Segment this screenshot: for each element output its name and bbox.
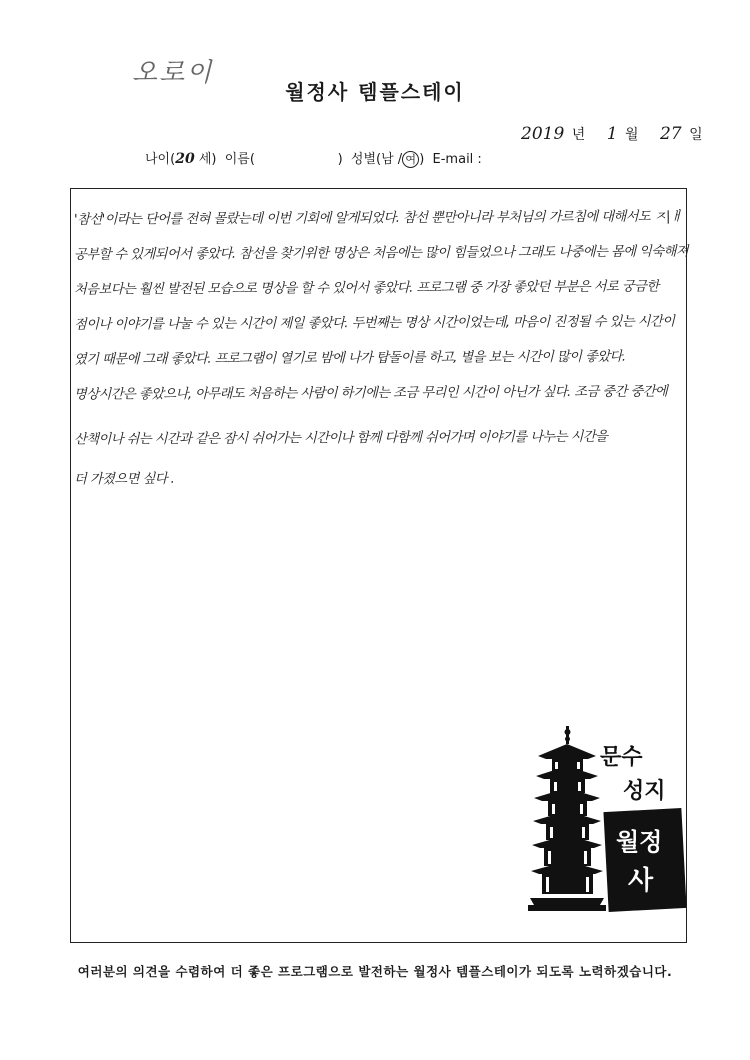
- page-title: 월정사 템플스테이: [285, 80, 465, 104]
- personal-info-row: [145, 148, 482, 168]
- age-value: 20: [175, 151, 195, 167]
- gender-close: ): [419, 152, 425, 167]
- woljeongsa-seal-stamp: [528, 722, 698, 917]
- date-day: 27: [659, 124, 682, 144]
- name-close: ): [337, 152, 343, 167]
- letter-line: 처음보다는 훨씬 발전된 모습으로 명상을 할 수 있어서 좋았다. 프로그램 중 가장 좋았던 부분은 서로 궁금한: [73, 279, 659, 298]
- name-label: 이름(: [224, 152, 255, 167]
- date-year: 2019: [521, 124, 565, 144]
- letter-line: '참선'이라는 단어를 전혀 몰랐는데 이번 기회에 알게되었다. 참선 뿐만아니라 부처님의 가르침에 대해서도 ㅈ|ㅐ: [73, 209, 683, 228]
- letter-line: 명상시간은 좋았으나, 아무래도 처음하는 사람이 하기에는 조금 무리인 시간이 아닌가 싶다. 조금 중간 중간에: [73, 384, 668, 403]
- date-month: 1: [606, 124, 618, 144]
- stamp-text-line1: 문수: [600, 744, 643, 770]
- handwritten-nickname: 오로이: [132, 58, 214, 88]
- letter-line: 더 가졌으면 싶다 .: [73, 471, 175, 488]
- age-label: 나이(: [145, 152, 176, 167]
- letter-line: 였기 때문에 그래 좋았다. 프로그램이 열기로 밤에 나가 탑돌이를 하고, 별을 보는 시간이 많이 좋았다.: [73, 349, 626, 368]
- footer-note: 여러분의 의견을 수렴하여 더 좋은 프로그램으로 발전하는 월정사 템플스테이가 되도록 노력하겠습니다.: [77, 964, 673, 979]
- email-label: E-mail :: [432, 152, 482, 167]
- gender-selected-circle: 여: [402, 151, 419, 168]
- letter-line: 점이나 이야기를 나눌 수 있는 시간이 제일 좋았다. 두번째는 명상 시간이었는데, 마음이 진정될 수 있는 시간이: [73, 314, 675, 333]
- letter-line: 공부할 수 있게되어서 좋았다. 참선을 찾기위한 명상은 처음에는 많이 힘들었으나 그래도 나중에는 몸에 익숙해져: [73, 244, 689, 263]
- date-day-label: 일: [689, 127, 703, 143]
- date-month-label: 월: [624, 127, 639, 143]
- date-year-label: 년: [571, 127, 586, 143]
- gender-label: 성별(남 /: [350, 152, 403, 167]
- stamp-text-line3: 월정: [616, 827, 663, 856]
- stamp-text-line2: 성지: [623, 778, 666, 804]
- date-row: [518, 124, 703, 144]
- age-unit: 세): [194, 152, 217, 167]
- stamp-text-line4: 사: [628, 866, 654, 896]
- letter-line: 산책이나 쉬는 시간과 같은 잠시 쉬어가는 시간이나 함께 다함께 쉬어가며 이야기를 나누는 시간을: [73, 429, 608, 448]
